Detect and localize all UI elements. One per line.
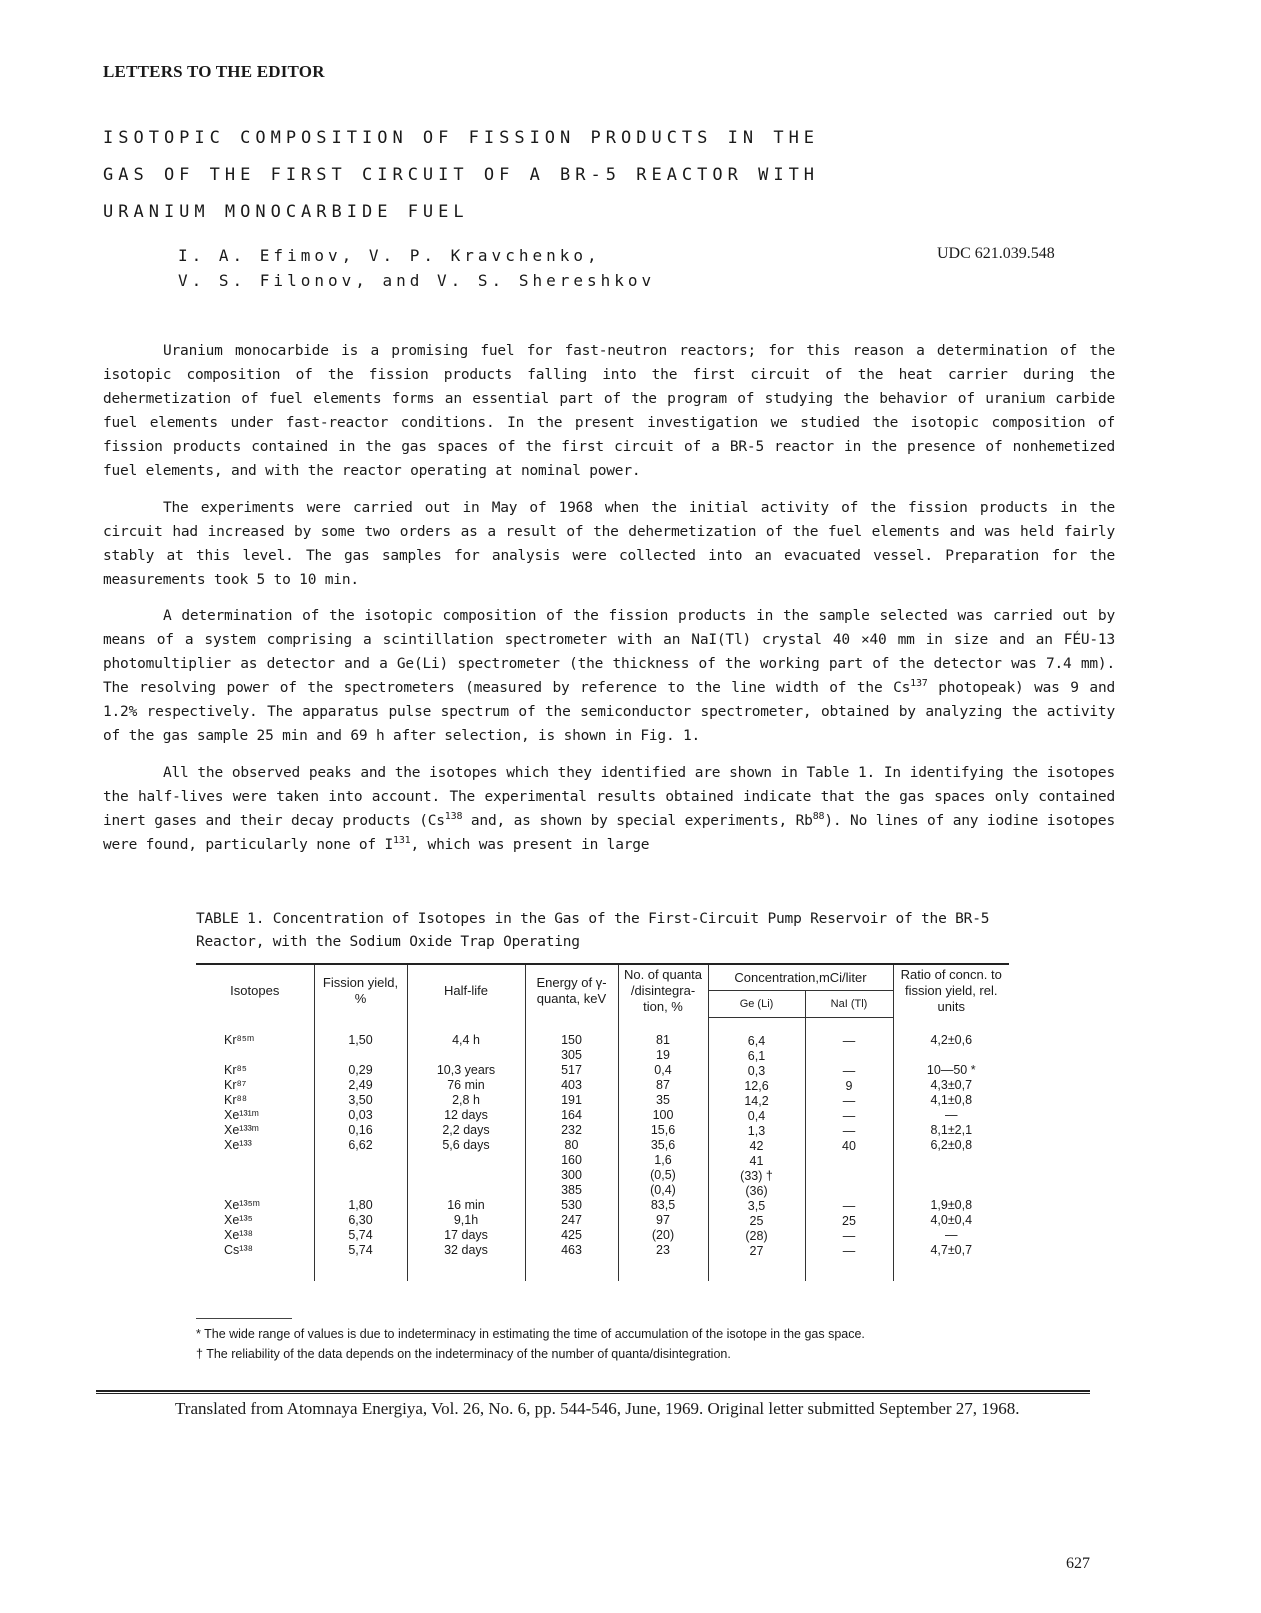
header-ge-li: Ge (Li) [708, 991, 805, 1017]
translation-note: Translated from Atomnaya Energiya, Vol. 26, No. 6, pp. 544-546, June, 1969. Original letter submitted September 27, 1968. [175, 1399, 1020, 1418]
header-fission-yield: Fission yield, % [314, 964, 407, 1017]
paragraph-4 [103, 761, 1115, 857]
paragraph-2: The experiments were carried out in May of 1968 when the initial activity of the fission products in the circuit had increased by some two orders as a result of the dehermetization of the fuel elements and was held fairly stably at this level. The gas samples for analysis were collected into an evacuated vessel. Preparation for the measurements took 5 to 10 min. [103, 499, 1115, 588]
paragraph-3-part-b: photopeak) was 9 and 1.2% respectively. The apparatus pulse spectrum of the semiconductor spectrometer, obtained by analyzing the activity of the gas sample 25 min and 69 h after selection, is shown in Fig. 1. [103, 680, 1115, 745]
title-line-2: GAS OF THE FIRST CIRCUIT OF A BR-5 REACTOR WITH [103, 165, 820, 185]
title-line-1: ISOTOPIC COMPOSITION OF FISSION PRODUCTS IN THE [103, 128, 820, 148]
header-nai: NaI (Tl) [805, 991, 893, 1017]
page-number: 627 [1066, 1555, 1090, 1572]
col-energy: 150 305 517 403 191 164 232 80 160 300 385 530 247 425 463 [525, 1017, 618, 1281]
superscript-cs138: 138 [444, 810, 463, 822]
col-ge-li: 6,4 6,1 0,3 12,6 14,2 0,4 1,3 42 41 (33) † (36) 3,5 25 (28) 27 [708, 1017, 805, 1281]
table-row [196, 1017, 1009, 1281]
notes-divider [196, 1318, 292, 1319]
col-fission-yield: 1,50 0,29 2,49 3,50 0,03 0,16 6,62 1,80 6,30 5,74 5,74 [314, 1017, 407, 1281]
paragraph-1: Uranium monocarbide is a promising fuel for fast-neutron reactors; for this reason a determination of the isotopic composition of the fission products falling into the first circuit of the heat carrier during the dehermetization of fuel elements forms an essential part of the program of studying the behavior of uranium carbide fuel elements under fast-reactor conditions. In the present investigation we studied the isotopic composition of fission products contained in the gas spaces of the first circuit of a BR-5 reactor in the presence of nonhemetized fuel elements, and with the reactor operating at nominal power. [103, 343, 1115, 480]
article-title [103, 120, 819, 231]
col-nai: — — 9 — — — 40 — 25 — — [805, 1017, 893, 1281]
col-isotopes: Kr⁸⁵ᵐ Kr⁸⁵ Kr⁸⁷ Kr⁸⁸ Xe¹³¹ᵐ Xe¹³³ᵐ Xe¹³³ Xe¹³⁵ᵐ Xe¹³⁵ Xe¹³⁸ Cs¹³⁸ [196, 1017, 314, 1281]
header-concentration: Concentration,mCi/liter [708, 964, 893, 991]
col-quanta: 81 19 0,4 87 35 100 15,6 35,6 1,6 (0,5) (0,4) 83,5 97 (20) 23 [618, 1017, 708, 1281]
note-asterisk: * The wide range of values is due to indeterminacy in estimating the time of accumulation of the isotope in the gas space. [196, 1327, 865, 1341]
footer-divider [96, 1390, 1090, 1394]
table-caption: TABLE 1. Concentration of Isotopes in the Gas of the First-Circuit Pump Reservoir of the BR-5 Reactor, with the Sodium Oxide Trap Operating [196, 911, 990, 950]
superscript-i131: 131 [393, 834, 411, 846]
article-body [103, 339, 1115, 869]
superscript-rb88: 88 [812, 810, 825, 822]
col-ratio: 4,2±0,6 10—50 * 4,3±0,7 4,1±0,8 — 8,1±2,1 6,2±0,8 1,9±0,8 4,0±0,4 — 4,7±0,7 [926, 1033, 976, 1257]
table-notes [196, 1324, 1016, 1364]
authors-line-2: V. S. Filonov, and V. S. Shereshkov [178, 271, 656, 290]
udc-code: UDC 621.039.548 [937, 245, 1055, 262]
authors [178, 243, 655, 293]
paragraph-4-part-c: ). No lines of any iodine isotopes were found, particularly none of I [103, 812, 1115, 853]
header-quanta: No. of quanta /disintegra-tion, % [618, 964, 708, 1017]
header-half-life: Half-life [407, 964, 525, 1017]
section-label: LETTERS TO THE EDITOR [103, 62, 325, 81]
authors-line-1: I. A. Efimov, V. P. Kravchenko, [178, 246, 601, 265]
header-isotopes: Isotopes [196, 964, 314, 1017]
col-half-life: 4,4 h 10,3 years 76 min 2,8 h 12 days 2,2 days 5,6 days 16 min 9,1h 17 days 32 days [407, 1017, 525, 1281]
paragraph-3 [103, 604, 1115, 749]
header-ratio: Ratio of concn. to fission yield, rel. units [893, 964, 1009, 1017]
paragraph-4-part-b: and, as shown by special experiments, Rb [462, 812, 813, 829]
isotope-table [196, 963, 1009, 1281]
paragraph-4-part-d: , which was present in large [410, 836, 650, 853]
note-dagger: † The reliability of the data depends on the indeterminacy of the number of quanta/disintegration. [196, 1347, 731, 1361]
title-line-3: URANIUM MONOCARBIDE FUEL [103, 202, 469, 222]
superscript-cs137: 137 [910, 678, 928, 690]
paragraph-4-part-a: All the observed peaks and the isotopes which they identified are shown in Table 1. In identifying the isotopes the half-lives were taken into account. The experimental results obtained indicate that the gas spaces only contained inert gases and their decay products (Cs [103, 764, 1115, 829]
paragraph-3-part-a: A determination of the isotopic composition of the fission products in the sample selected was carried out by means of a system comprising a scintillation spectrometer with an NaI(Tl) crystal 40 ×40 mm in size and an FÉU-13 photomultiplier as detector and a Ge(Li) spectrometer (the thickness of the working part of the detector was 7.4 mm). The resolving power of the spectrometers (measured by reference to the line width of the Cs [103, 607, 1115, 697]
header-energy: Energy of γ-quanta, keV [525, 964, 618, 1017]
